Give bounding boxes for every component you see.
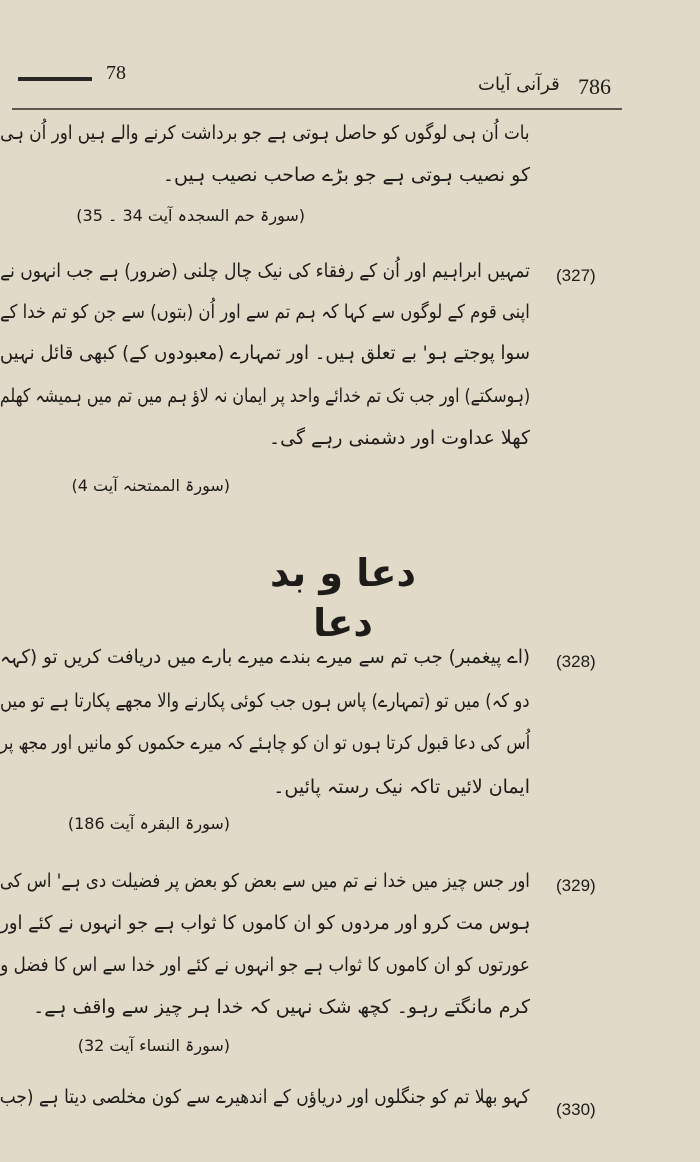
text-line: بات اُن ہی لوگوں کو حاصل ہوتی ہے جو برداشت کرنے والے ہیں اور اُن ہی	[0, 122, 530, 144]
section-heading: دعا و بد دعا	[269, 551, 417, 645]
verse-reference: (سورۃ البقرہ آیت 186)	[67, 814, 230, 833]
text-line: دو کہ) میں تو (تمہارے) پاس ہوں جب کوئی پکارنے والا مجھے پکارتا ہے تو میں	[0, 690, 530, 712]
text-line: (ہوسکتے) اور جب تک تم خدائے واحد پر ایمان نہ لاؤ ہم میں تم میں ہمیشہ کھلم	[0, 385, 530, 407]
verse-reference: (سورۃ الممتحنہ آیت 4)	[71, 476, 230, 495]
text-line: کو نصیب ہوتی ہے جو بڑے صاحب نصیب ہیں۔	[162, 164, 530, 186]
text-line: کھلا عداوت اور دشمنی رہے گی۔	[268, 427, 530, 449]
text-line: ایمان لائیں تاکہ نیک رستہ پائیں۔	[273, 776, 530, 798]
verse-reference: (سورۃ حم السجدہ آیت 34 ۔ 35)	[76, 206, 305, 225]
entry-number: (328)	[556, 652, 596, 671]
text-line: عورتوں کو ان کاموں کا ثواب ہے جو انہوں نے کئے اور خدا سے اس کا فضل و	[0, 954, 530, 976]
header-rule	[18, 77, 92, 81]
entry-number: (329)	[556, 876, 596, 895]
text-line: تمہیں ابراہیم اور اُن کے رفقاء کی نیک چال چلنی (ضرور) ہے جب انہوں نے	[0, 260, 530, 282]
text-line: اپنی قوم کے لوگوں سے کہا کہ ہم تم سے اور اُن (بتوں) سے جن کو تم خدا کے	[0, 301, 530, 323]
text-line: اُس کی دعا قبول کرتا ہوں تو ان کو چاہئے کہ میرے حکموں کو مانیں اور مجھ پر	[0, 732, 530, 754]
entry-number: (330)	[556, 1100, 596, 1119]
text-line: سوا پوجتے ہو' بے تعلق ہیں۔ اور تمہارے (معبودوں کے) کبھی قائل نہیں	[0, 342, 530, 364]
outer-page-number: 786	[578, 74, 611, 99]
verse-reference: (سورۃ النساء آیت 32)	[77, 1036, 230, 1055]
text-line: ہوس مت کرو اور مردوں کو ان کاموں کا ثواب ہے جو انہوں نے کئے اور	[0, 912, 530, 934]
inner-page-number: 78	[106, 62, 126, 84]
text-line: کرم مانگتے رہو۔ کچھ شک نہیں کہ خدا ہر چیز سے واقف ہے۔	[33, 996, 530, 1018]
entry-number: (327)	[556, 266, 596, 285]
text-line: (اے پیغمبر) جب تم سے میرے بندے میرے بارے میں دریافت کریں تو (کہہ	[0, 646, 530, 668]
header-divider	[12, 108, 622, 110]
text-line: کہو بھلا تم کو جنگلوں اور دریاؤں کے اندھیرے سے کون مخلصی دیتا ہے (جب	[0, 1086, 530, 1108]
running-title: قرآنی آیات	[478, 74, 560, 95]
text-line: اور جس چیز میں خدا نے تم میں سے بعض کو بعض پر فضیلت دی ہے' اس کی	[0, 870, 530, 892]
